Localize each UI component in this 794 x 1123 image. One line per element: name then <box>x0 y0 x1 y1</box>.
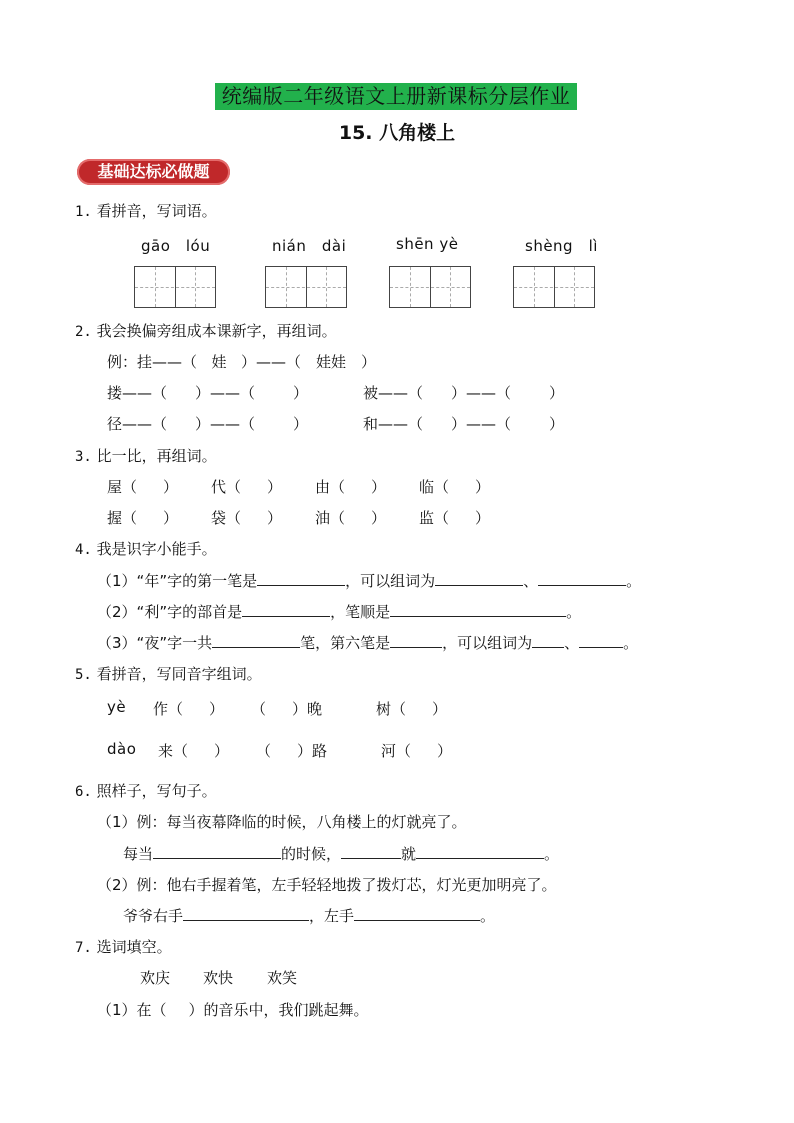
q3-row-1-item-3: 由（ ） <box>315 478 387 496</box>
q5-row-2-word-3: 河（ ） <box>381 742 453 760</box>
section-badge: 基础达标必做题 <box>77 159 230 185</box>
q7-word-option-3: 欢笑 <box>267 969 298 987</box>
q7-word-option-1: 欢庆 <box>140 969 171 987</box>
q1-writing-grid-1[interactable] <box>134 266 216 308</box>
q6-example-1: （1）例：每当夜幕降临的时候，八角楼上的灯就亮了。 <box>97 813 467 831</box>
question-1-heading: 1. 看拼音，写词语。 <box>75 202 217 220</box>
q1-pinyin-4: shèng lì <box>525 237 598 255</box>
q1-pinyin-2: nián dài <box>272 237 347 255</box>
q2-row-2-right: 和——（ ）——（ ） <box>363 415 565 433</box>
q7-word-option-2: 欢快 <box>203 969 234 987</box>
q1-writing-grid-2[interactable] <box>265 266 347 308</box>
q7-sentence-1: （1）在（ ）的音乐中，我们跳起舞。 <box>97 1001 369 1019</box>
q5-pinyin-2: dào <box>107 740 137 758</box>
q5-row-2-word-1: 来（ ） <box>158 742 230 760</box>
q1-pinyin-3: shēn yè <box>396 235 459 253</box>
q6-example-2: （2）例：他右手握着笔，左手轻轻地拨了拨灯芯，灯光更加明亮了。 <box>97 876 557 894</box>
q5-pinyin-1: yè <box>107 698 127 716</box>
q3-row-2-item-2: 袋（ ） <box>211 509 283 527</box>
question-5-heading: 5. 看拼音，写同音字组词。 <box>75 665 262 683</box>
q6-fill-1: 每当 的时候， 就 。 <box>123 845 560 863</box>
q3-row-1-item-4: 临（ ） <box>419 478 491 496</box>
q1-writing-grid-3[interactable] <box>389 266 471 308</box>
q2-row-1-right: 被——（ ）——（ ） <box>363 384 565 402</box>
q4-sub-1: （1）“年”字的第一笔是 ，可以组词为 、 。 <box>97 572 642 590</box>
q3-row-1-item-1: 屋（ ） <box>107 478 179 496</box>
q1-writing-grid-4[interactable] <box>513 266 595 308</box>
q4-sub-2: （2）“利”字的部首是 ，笔顺是 。 <box>97 603 582 621</box>
q3-row-1-item-2: 代（ ） <box>211 478 283 496</box>
question-4-heading: 4. 我是识字小能手。 <box>75 540 217 558</box>
q5-row-2-word-2: （ ）路 <box>256 742 328 760</box>
question-7-heading: 7. 选词填空。 <box>75 938 172 956</box>
q4-sub-3: （3）“夜”字一共 笔，第六笔是 ，可以组词为 、 。 <box>97 634 639 652</box>
q2-row-1: 搂——（ ）——（ ） <box>107 384 309 402</box>
q2-example: 例：挂——（ 娃 ）——（ 娃娃 ） <box>107 353 377 371</box>
q3-row-2-item-3: 油（ ） <box>315 509 387 527</box>
worksheet-series-banner: 统编版二年级语文上册新课标分层作业 <box>215 83 577 110</box>
q6-fill-2: 爷爷右手 ，左手 。 <box>123 907 496 925</box>
q1-pinyin-1: gāo lóu <box>141 237 211 255</box>
question-2-heading: 2. 我会换偏旁组成本课新字，再组词。 <box>75 322 337 340</box>
q5-row-1-word-3: 树（ ） <box>376 700 448 718</box>
question-3-heading: 3. 比一比，再组词。 <box>75 447 217 465</box>
question-6-heading: 6. 照样子，写句子。 <box>75 782 217 800</box>
lesson-title: 15. 八角楼上 <box>338 122 456 144</box>
q3-row-2-item-1: 握（ ） <box>107 509 179 527</box>
q5-row-1-word-1: 作（ ） <box>153 700 225 718</box>
q3-row-2-item-4: 监（ ） <box>419 509 491 527</box>
q2-row-2: 径——（ ）——（ ） <box>107 415 309 433</box>
q5-row-1-word-2: （ ）晚 <box>251 700 323 718</box>
